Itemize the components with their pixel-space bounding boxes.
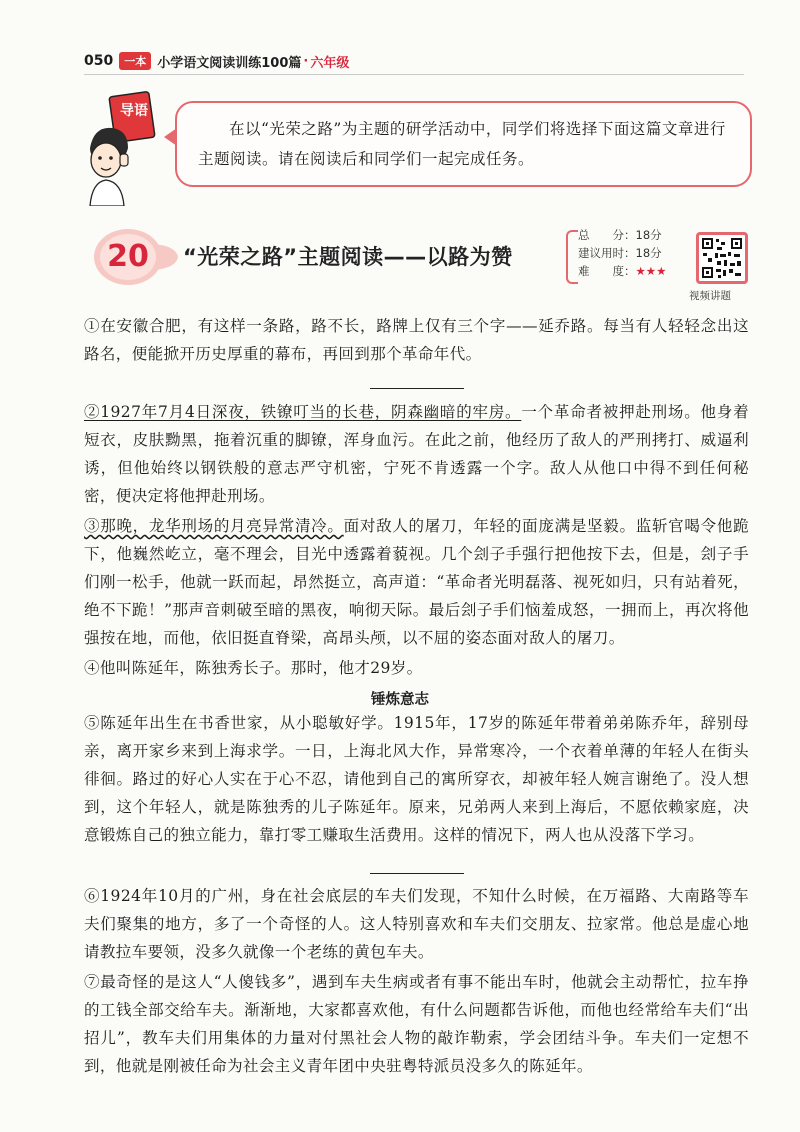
book-title: 小学语文阅读训练100篇 xyxy=(157,55,302,71)
qr-code[interactable] xyxy=(696,232,748,284)
grade-label: 六年级 xyxy=(310,55,350,71)
suggested-time-label: 建议用时： xyxy=(578,246,636,260)
running-header xyxy=(84,50,349,72)
paragraph-2 xyxy=(84,398,749,510)
paragraph-3-wavy: ③那晚，龙华刑场的月亮异常清冷。 xyxy=(84,517,344,535)
guide-sign-label: 导语 xyxy=(120,103,148,119)
difficulty-stars: ★★★ xyxy=(635,264,667,278)
total-score-value: 18分 xyxy=(635,228,662,242)
brand-logo: 一本 xyxy=(119,52,151,70)
paragraph-6: ⑥1924年10月的广州，身在社会底层的车夫们发现，不知什么时候，在万福路、大南路等车夫们聚集的地方，多了一个奇怪的人。这人特别喜欢和车夫们交朋友、拉家常。他总是虚心地请教拉车要领，没多久就像一个老练的黄包车夫。 xyxy=(84,887,749,961)
answer-blank-1[interactable] xyxy=(370,388,464,389)
header-divider xyxy=(84,74,744,75)
paragraph-3-rest: 面对敌人的屠刀，年轻的面庞满是坚毅。监斩官喝令他跪下，他巍然屹立，毫不理会，目光中透露着藐视。几个刽子手强行把他按下去，但是，刽子手们刚一松手，他就一跃而起，昂然挺立，高声道：“革命者光明磊落、视死如归，只有站着死，绝不下跪！”那声音刺破至暗的黑夜，响彻天际。最后刽子手们恼羞成怒，一拥而上，再次将他强按在地，而他，依旧挺直脊梁，高昂头颅，以不屈的姿态面对敌人的屠刀。 xyxy=(84,517,749,647)
suggested-time-row xyxy=(578,244,688,262)
paragraph-2-rest: 一个革命者被押赴刑场。他身着短衣，皮肤黝黑，拖着沉重的脚镣，浑身血污。在此之前，他经历了敌人的严刑拷打、威逼利诱，但他始终以钢铁般的意志严守机密，宁死不肯透露一个字。敌人从他口中得不到任何秘密，便决定将他押赴刑场。 xyxy=(84,403,749,505)
page-number: 050 xyxy=(84,53,114,69)
total-score-row xyxy=(578,226,688,244)
qr-caption: 视频讲题 xyxy=(689,290,731,302)
difficulty-row xyxy=(578,262,688,280)
answer-blank-2[interactable] xyxy=(370,873,464,874)
difficulty-label: 难 度： xyxy=(578,264,636,278)
paragraph-7: ⑦最奇怪的是这人“人傻钱多”，遇到车夫生病或者有事不能出车时，他就会主动帮忙，拉车挣的工钱全部交给车夫。渐渐地，大家都喜欢他，有什么问题都告诉他，而他也经常给车夫们“出招儿”，教车夫们用集体的力量对付黑社会人物的敲诈勒索，学会团结斗争。车夫们一定想不到，他就是刚被任命为社会主义青年团中央驻粤特派员没多久的陈延年。 xyxy=(84,973,749,1075)
suggested-time-value: 18分 xyxy=(635,246,662,260)
lesson-title: “光荣之路”主题阅读——以路为赞 xyxy=(183,245,513,269)
header-separator: · xyxy=(303,53,309,69)
total-score-label: 总 分： xyxy=(578,228,636,242)
paragraph-3 xyxy=(84,512,749,652)
info-bracket xyxy=(566,230,578,284)
paragraph-4: ④他叫陈延年，陈独秀长子。那时，他才29岁。 xyxy=(84,659,423,677)
lesson-number: 20 xyxy=(107,239,149,274)
section-heading: 锤炼意志 xyxy=(371,692,429,708)
paragraph-2-underlined: ②1927年7月4日深夜，铁镣叮当的长巷，阴森幽暗的牢房。 xyxy=(84,403,522,421)
qr-code-pattern xyxy=(699,235,745,281)
paragraph-5: ⑤陈延年出生在书香世家，从小聪敏好学。1915年，17岁的陈延年带着弟弟陈乔年，辞别母亲，离开家乡来到上海求学。一日，上海北风大作，异常寒冷，一个衣着单薄的年轻人在街头徘徊。路过的好心人实在于心不忍，请他到自己的寓所穿衣，却被年轻人婉言谢绝了。没人想到，这个年轻人，就是陈独秀的儿子陈延年。原来，兄弟两人来到上海后，不愿依赖家庭，决意锻炼自己的独立能力，靠打零工赚取生活费用。这样的情况下，两人也从没落下学习。 xyxy=(84,714,749,844)
lesson-info-box xyxy=(578,226,688,280)
paragraph-1: ①在安徽合肥，有这样一条路，路不长，路牌上仅有三个字——延乔路。每当有人轻轻念出这路名，便能掀开历史厚重的幕布，再回到那个革命年代。 xyxy=(84,317,749,363)
intro-text: 在以“光荣之路”为主题的研学活动中，同学们将选择下面这篇文章进行主题阅读。请在阅读后和同学们一起完成任务。 xyxy=(198,120,726,168)
